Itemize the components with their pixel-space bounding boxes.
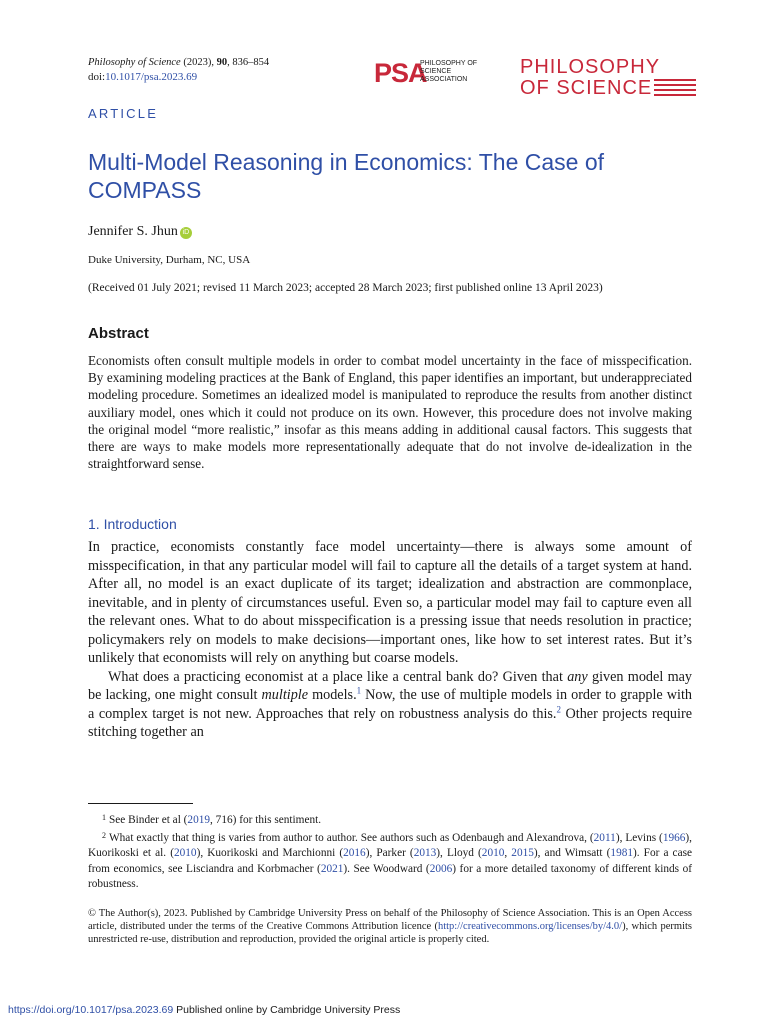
introduction-body: [88, 538, 692, 742]
citation-link[interactable]: 2015: [511, 847, 534, 860]
journal-name: Philosophy of Science: [88, 57, 181, 68]
doi-prefix: doi:: [88, 71, 106, 83]
article-type-label: ARTICLE: [88, 106, 159, 121]
article-title: Multi-Model Reasoning in Economics: The Case of COMPASS: [88, 149, 605, 203]
journal-logo-line1: PHILOSOPHY: [520, 56, 661, 78]
doi-line: [88, 70, 197, 84]
paragraph-1: In practice, economists constantly face model uncertainty—there is always some amount of misspecification, in that any particular model will fail to capture all the details of a target system at hand. After all, no model is an exact duplicate of its target; idealization and abstraction are commonplace, inevitable, and in plenty of circumstances useful. Even so, a particular model may fail to capture even all the relevant ones. What to do about misspecification is a pressing issue that needs resolution in practice; policymakers rely on models to make decisions—important ones, like how to set interest rates. But it’s unlikely that economists will rely on anything but coarse models.: [88, 539, 692, 666]
abstract-text: Economists often consult multiple models in order to combat model uncertainty in the face of misspecification. By examining modeling practices at the Bank of England, this paper identifies an important, but underappreciated modeling procedure. Sometimes an idealized model is manipulated to reproduce the results from another distinct auxiliary model, ones which it could not produce on its own. However, this procedure does not involve making the original model “more realistic,” insofar as this means adding in additional causal factors. This suggests that there are ways to make models more representationally adequate that do not involve de-idealization in the straightforward sense.: [88, 353, 692, 472]
author-name: Jennifer S. Jhun: [88, 224, 178, 239]
citation-link[interactable]: 1981: [610, 847, 634, 860]
license-link[interactable]: http://creativecommons.org/licenses/by/4.0/: [437, 921, 623, 932]
footer-text: Published online by Cambridge University Press: [173, 1004, 401, 1016]
journal-logo-stripes: [654, 79, 696, 97]
emph-multiple: multiple: [261, 687, 309, 703]
citation-link[interactable]: 2010: [481, 847, 505, 860]
citation-link[interactable]: 2006: [429, 862, 453, 875]
citation-link[interactable]: 2010: [173, 847, 197, 860]
emph-any: any: [567, 668, 588, 685]
citation-link[interactable]: 2011: [593, 832, 616, 845]
paragraph-2: What does a practicing economist at a place like a central bank do? Given that any given model may be lacking, one might consult multiple models.$^1$ Now, the use of multiple models in order to grapple with a complex target is not new. Approaches that rely on robustness analysis do this.$^2$ Other projects require stitching together an: [88, 668, 693, 740]
footnote-ref-2[interactable]: 2: [556, 703, 561, 714]
section-heading-introduction: 1. Introduction: [88, 516, 177, 532]
journal-pages: , 836–854: [227, 57, 270, 68]
author: [88, 223, 192, 241]
doi-link[interactable]: 10.1017/psa.2023.69: [105, 71, 198, 83]
footnote-2: $^2$ What exactly that thing is varies from author to author. See authors such as Odenbaugh and Alexandrova, (2011), Levins (1966), Kuorikoski et al. (2010), Kuorikoski and Marchionni (2016), Parker (2013), Lloyd (2010, 2015), and Wimsatt (1981). For a case from economics, see Lisciandra and Korbmacher (2021). See Woodward (2006) for a more detailed taxonomy of different kinds of robustness.: [88, 831, 692, 890]
journal-logo: [520, 57, 695, 99]
journal-logo-line2: OF SCIENCE: [520, 77, 653, 99]
psa-logo-subtitle: PHILOSOPHY OF SCIENCE ASSOCIATION: [420, 60, 478, 83]
footer-doi-link[interactable]: https://doi.org/10.1017/psa.2023.69: [8, 1004, 174, 1016]
journal-citation: [88, 56, 269, 70]
footnote-ref-1[interactable]: 1: [356, 685, 362, 696]
journal-volume: 90: [216, 57, 228, 68]
psa-logo-letters: PSA: [374, 58, 427, 88]
journal-year: (2023),: [183, 57, 217, 68]
affiliation: Duke University, Durham, NC, USA: [88, 254, 251, 266]
received-dates: (Received 01 July 2021; revised 11 March 2023; accepted 28 March 2023; first published online 13 April 2023): [88, 282, 603, 294]
license-notice: © The Author(s), 2023. Published by Cambridge University Press on behalf of the Philosophy of Science Association. This is an Open Access article, distributed under the terms of the Creative Commons Attribution licence (http://creativecommons.org/licenses/by/4.0/), which permits unrestricted re-use, distribution and reproduction, provided the original article is properly cited.: [88, 908, 692, 945]
citation-link[interactable]: 2019: [187, 814, 211, 826]
citation-link[interactable]: 1966: [662, 832, 686, 845]
abstract-heading: Abstract: [88, 325, 149, 342]
citation-link[interactable]: 2013: [413, 847, 437, 860]
citation-link[interactable]: 2016: [343, 847, 366, 860]
footnote-1: $^1$ See Binder et al (2019, 716) for this sentiment.: [102, 813, 322, 826]
orcid-icon[interactable]: iD: [180, 227, 192, 239]
footnote-rule: [88, 803, 193, 804]
citation-link[interactable]: 2021: [320, 862, 344, 875]
footnotes: [88, 810, 692, 892]
page-footer: [8, 1003, 400, 1017]
psa-logo: [374, 57, 482, 91]
